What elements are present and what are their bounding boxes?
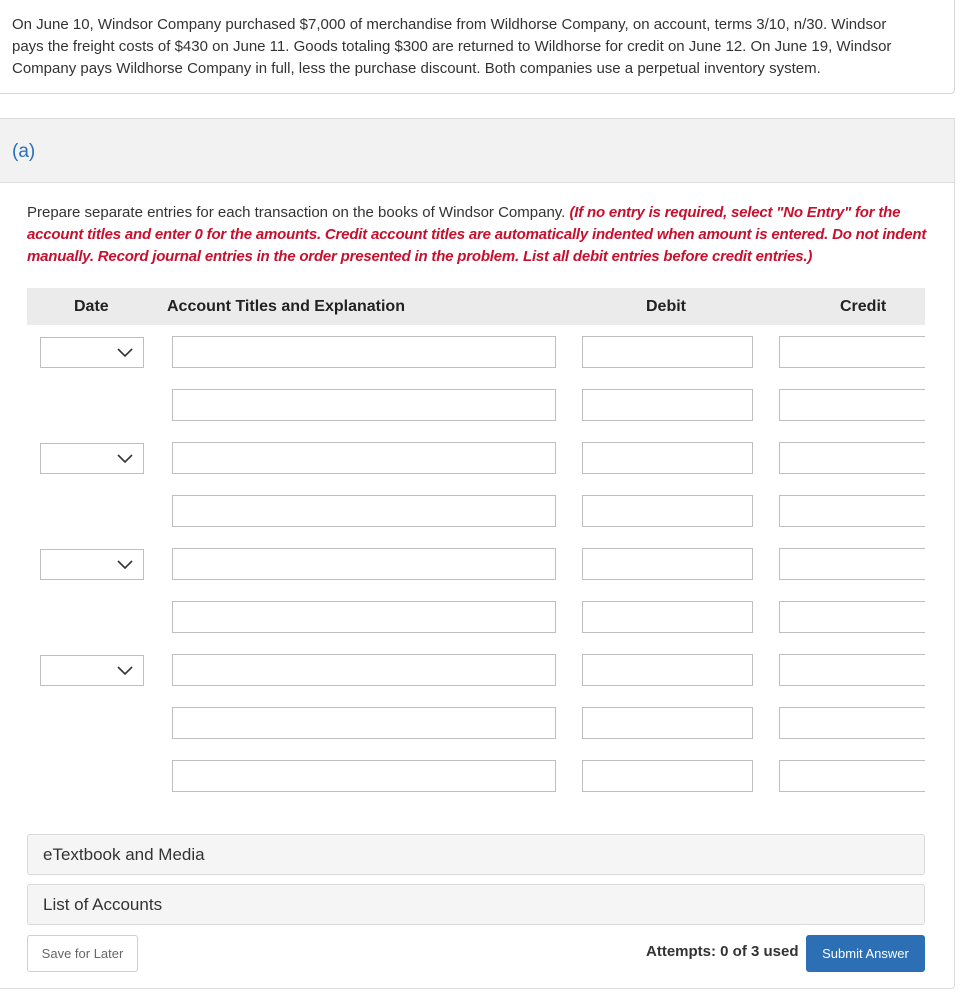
account-title-input[interactable] (172, 389, 556, 421)
journal-table-header (27, 288, 925, 325)
debit-amount-input[interactable] (582, 654, 753, 686)
chevron-down-icon (117, 664, 133, 676)
problem-statement (12, 14, 942, 80)
list-of-accounts-panel[interactable] (27, 884, 925, 925)
debit-amount-input[interactable] (582, 601, 753, 633)
debit-amount-input[interactable] (582, 442, 753, 474)
date-select[interactable] (40, 655, 144, 686)
credit-amount-input[interactable] (779, 654, 925, 686)
chevron-down-icon (117, 452, 133, 464)
account-column-header: Account Titles and Explanation (167, 298, 405, 315)
problem-line-1: On June 10, Windsor Company purchased $7,000 of merchandise from Wildhorse Company, on account, terms 3/10, n/30. Windsor (12, 16, 887, 33)
date-column-header: Date (74, 298, 109, 315)
account-title-input[interactable] (172, 760, 556, 792)
credit-amount-input[interactable] (779, 389, 925, 421)
chevron-down-icon (117, 346, 133, 358)
account-title-input[interactable] (172, 548, 556, 580)
instructions-text: Prepare separate entries for each transaction on the books of Windsor Company. (27, 204, 570, 221)
debit-column-header: Debit (646, 298, 686, 315)
account-title-input[interactable] (172, 336, 556, 368)
account-title-input[interactable] (172, 654, 556, 686)
attempts-counter: Attempts: 0 of 3 used (646, 943, 799, 960)
etextbook-media-panel[interactable] (27, 834, 925, 875)
instructions-note: (If no entry is required, select "No Entry" for the account titles and enter 0 for the amounts. Credit account titles are automatically indented when amount is entered. Do not indent manually. Record journal entries in the order presented in the problem. List all debit entries before credit entries.) (27, 204, 927, 265)
credit-amount-input[interactable] (779, 548, 925, 580)
credit-amount-input[interactable] (779, 601, 925, 633)
instructions (27, 202, 927, 268)
debit-amount-input[interactable] (582, 760, 753, 792)
save-for-later-button[interactable]: Save for Later (27, 935, 138, 972)
problem-line-2: pays the freight costs of $430 on June 11. Goods totaling $300 are returned to Wildhorse for credit on June 12. On June 19, Windsor (12, 38, 892, 55)
date-select[interactable] (40, 443, 144, 474)
debit-amount-input[interactable] (582, 495, 753, 527)
credit-amount-input[interactable] (779, 707, 925, 739)
debit-amount-input[interactable] (582, 548, 753, 580)
problem-statement-box (0, 0, 955, 94)
date-select[interactable] (40, 549, 144, 580)
account-title-input[interactable] (172, 442, 556, 474)
account-title-input[interactable] (172, 601, 556, 633)
credit-amount-input[interactable] (779, 442, 925, 474)
etextbook-media-label: eTextbook and Media (43, 845, 205, 864)
credit-amount-input[interactable] (779, 760, 925, 792)
credit-amount-input[interactable] (779, 336, 925, 368)
part-label: (a) (12, 141, 36, 162)
part-a-header (0, 118, 955, 183)
account-title-input[interactable] (172, 495, 556, 527)
credit-amount-input[interactable] (779, 495, 925, 527)
date-select[interactable] (40, 337, 144, 368)
problem-line-3: Company pays Wildhorse Company in full, less the purchase discount. Both companies use a perpetual inventory system. (12, 60, 821, 77)
debit-amount-input[interactable] (582, 389, 753, 421)
debit-amount-input[interactable] (582, 707, 753, 739)
account-title-input[interactable] (172, 707, 556, 739)
submit-answer-button[interactable]: Submit Answer (806, 935, 925, 972)
credit-column-header: Credit (840, 298, 887, 315)
list-of-accounts-label: List of Accounts (43, 895, 163, 914)
chevron-down-icon (117, 558, 133, 570)
debit-amount-input[interactable] (582, 336, 753, 368)
